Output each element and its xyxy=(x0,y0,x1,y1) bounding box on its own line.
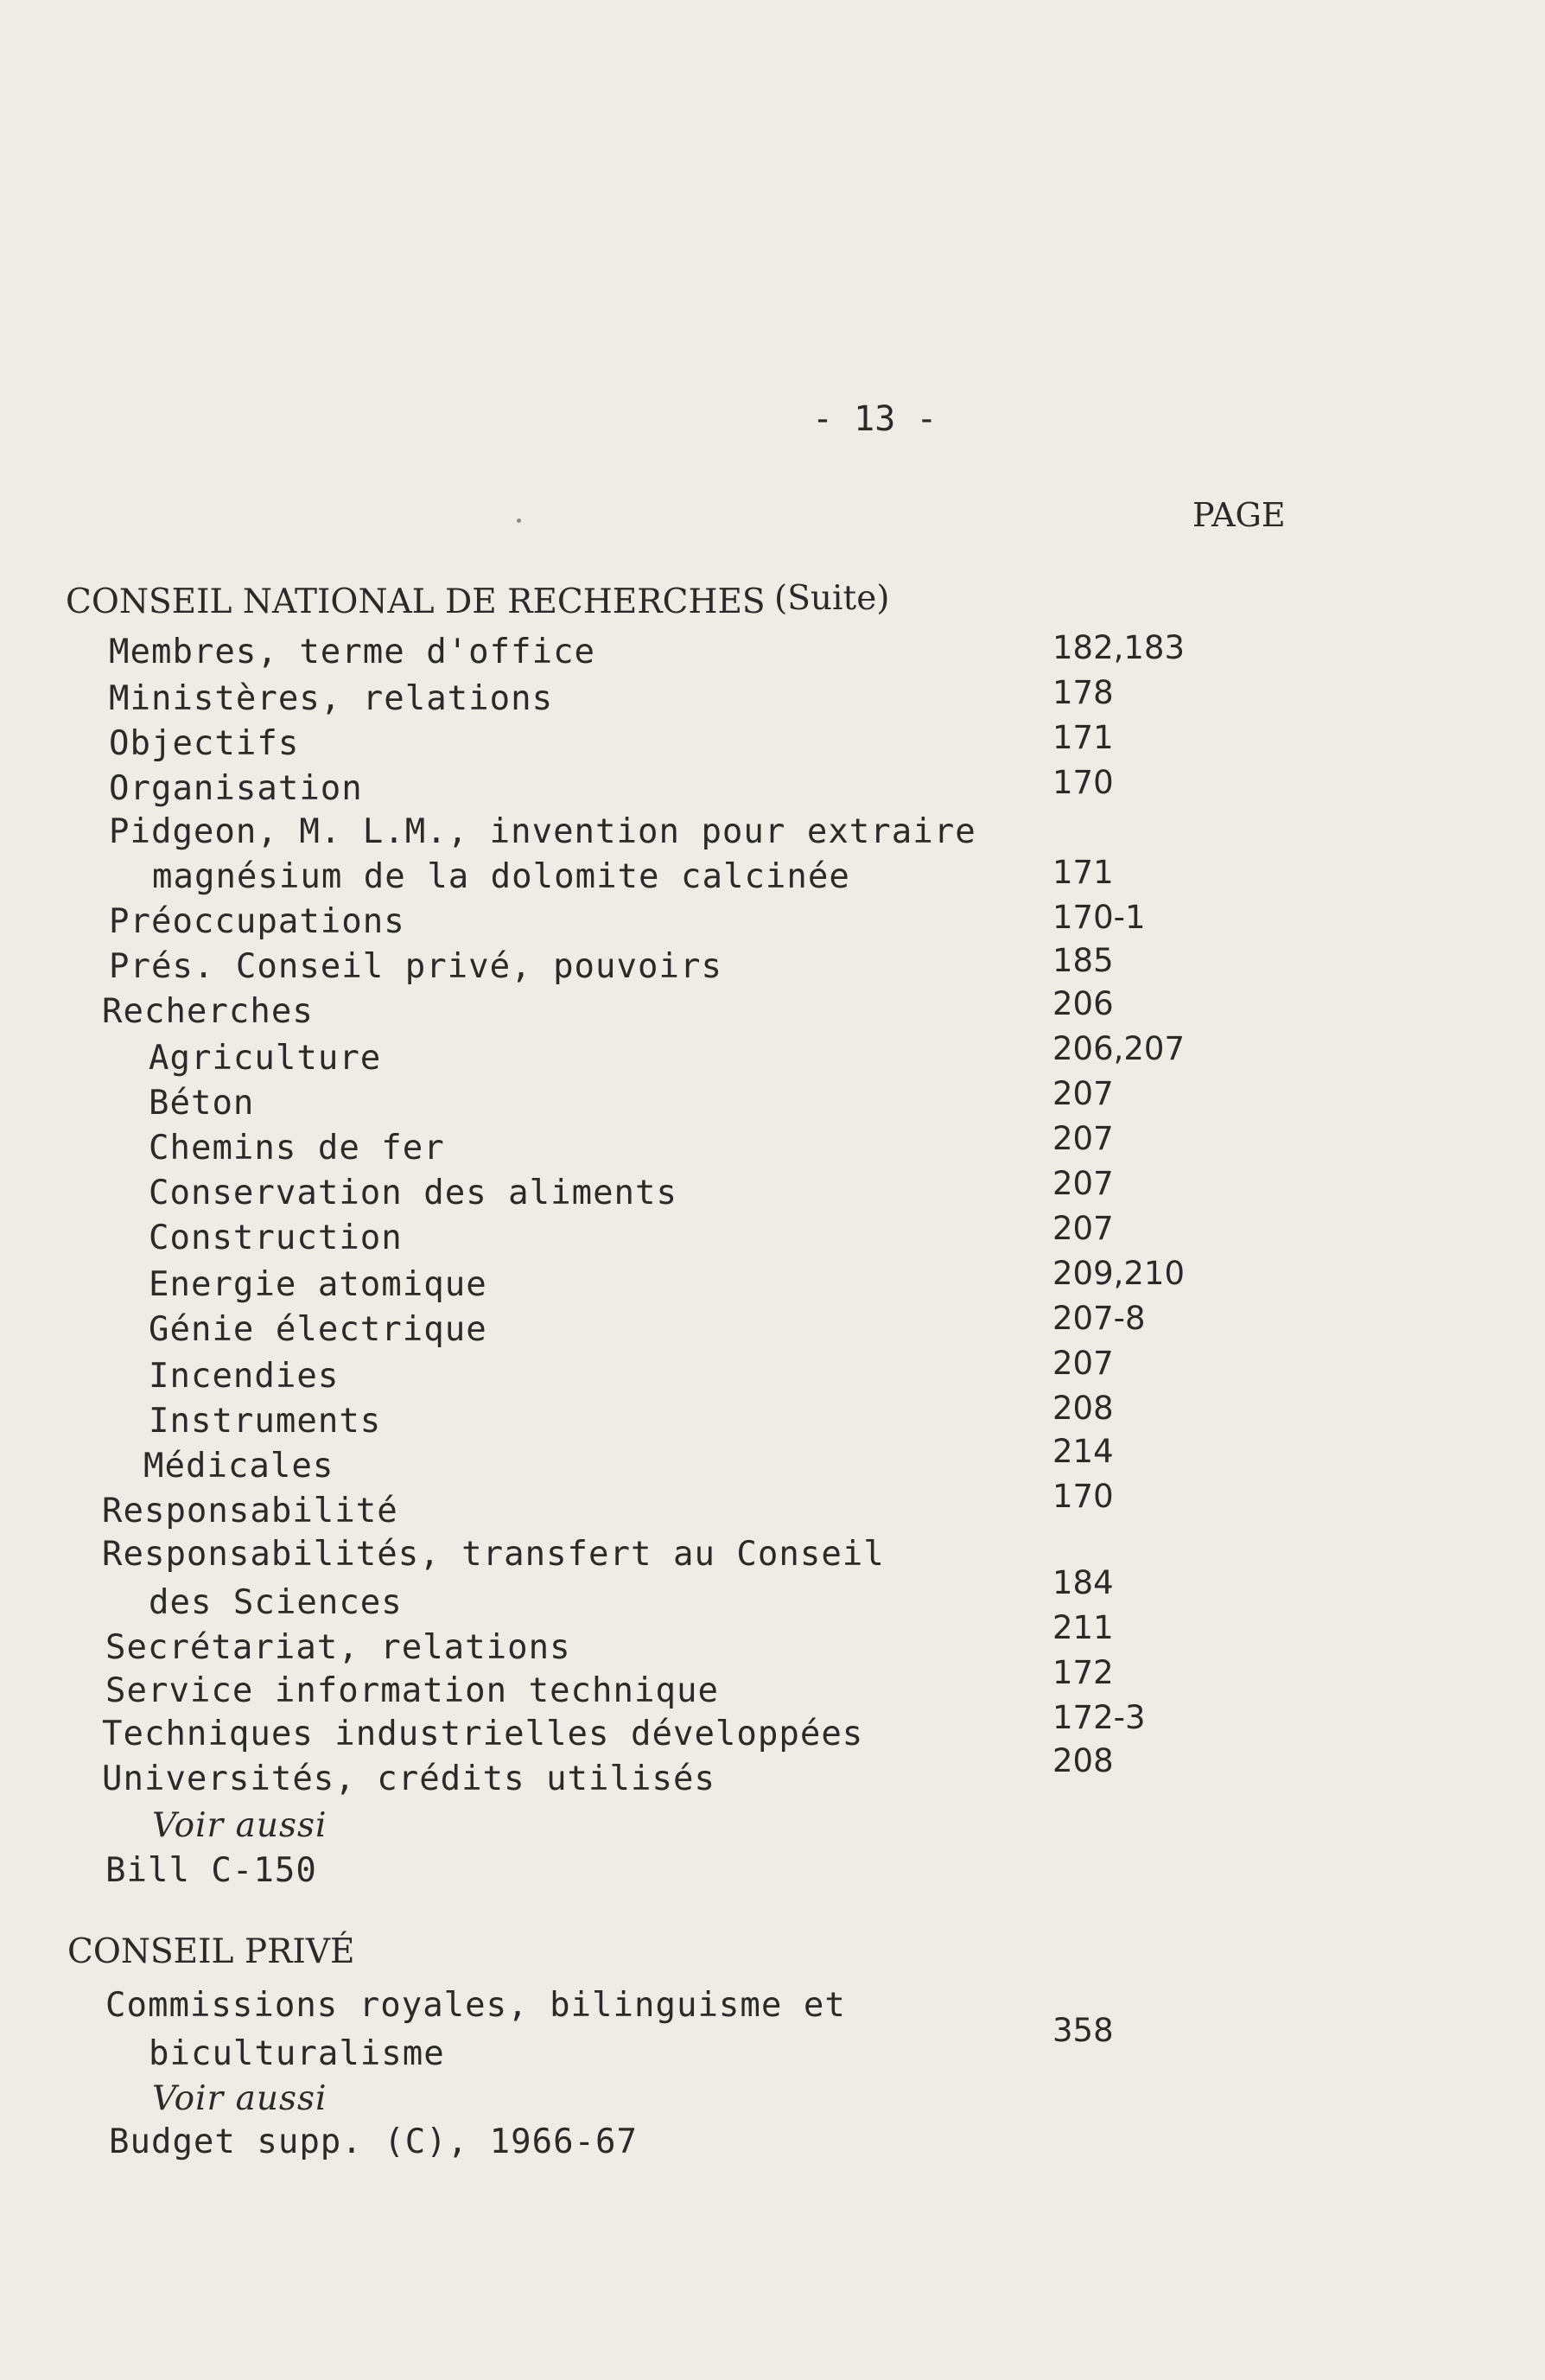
see-also-entry: Budget supp. (C), 1966-67 xyxy=(109,2122,638,2161)
index-entry: Pidgeon, M. L.M., invention pour extraire xyxy=(109,812,976,851)
page-ref: 206 xyxy=(1052,985,1114,1022)
page-ref: 206,207 xyxy=(1052,1030,1186,1067)
see-also-label: Voir aussi xyxy=(152,1806,327,1845)
index-entry: Agriculture xyxy=(149,1039,382,1078)
index-entry: Prés. Conseil privé, pouvoirs xyxy=(109,947,722,986)
see-also-entry: Bill C-150 xyxy=(105,1851,317,1890)
page-ref: 207-8 xyxy=(1052,1300,1146,1337)
index-entry: Objectifs xyxy=(109,724,300,763)
page-ref: 178 xyxy=(1052,674,1114,711)
index-entry: Construction xyxy=(149,1219,403,1257)
index-entry: des Sciences xyxy=(149,1583,403,1622)
page-column-label: PAGE xyxy=(1192,496,1286,534)
index-entry: Préoccupations xyxy=(109,902,405,941)
index-entry: Instruments xyxy=(149,1402,382,1441)
index-entry: Médicales xyxy=(143,1447,334,1486)
page-ref: 208 xyxy=(1052,1742,1114,1779)
index-entry: Béton xyxy=(149,1084,255,1123)
index-entry: Techniques industrielles développées xyxy=(102,1715,864,1753)
page-ref: 171 xyxy=(1052,854,1114,891)
page-ref: 170 xyxy=(1052,764,1114,801)
section-heading: CONSEIL NATIONAL DE RECHERCHES xyxy=(66,582,766,621)
page-ref: 207 xyxy=(1052,1075,1114,1112)
index-entry: Incendies xyxy=(149,1357,340,1396)
ink-dot xyxy=(517,519,521,523)
index-entry: Membres, terme d'office xyxy=(109,633,596,671)
page-ref: 185 xyxy=(1052,942,1114,979)
page-ref: 207 xyxy=(1052,1165,1114,1202)
index-entry: Commissions royales, bilinguisme et xyxy=(105,1986,846,2025)
index-entry: magnésium de la dolomite calcinée xyxy=(152,857,850,896)
page-ref: 207 xyxy=(1052,1120,1114,1157)
page-number: - 13 - xyxy=(812,399,938,439)
index-entry: Responsabilités, transfert au Conseil xyxy=(102,1535,885,1574)
page-ref: 207 xyxy=(1052,1345,1114,1382)
page-ref: 207 xyxy=(1052,1210,1114,1247)
index-entry: Organisation xyxy=(109,769,363,808)
page-ref: 184 xyxy=(1052,1564,1114,1601)
page-ref: 211 xyxy=(1052,1609,1114,1646)
page-ref: 209,210 xyxy=(1052,1255,1186,1292)
page-ref: 170 xyxy=(1052,1478,1114,1515)
page-ref: 172-3 xyxy=(1052,1699,1146,1736)
index-entry: Secrétariat, relations xyxy=(105,1628,571,1667)
index-entry: Chemins de fer xyxy=(149,1129,445,1168)
see-also-label: Voir aussi xyxy=(152,2079,327,2118)
index-entry: Energie atomique xyxy=(149,1265,487,1304)
section-heading-suffix: (Suite) xyxy=(774,579,890,618)
page-ref: 171 xyxy=(1052,719,1114,756)
page-ref: 214 xyxy=(1052,1433,1114,1470)
page-ref: 208 xyxy=(1052,1390,1114,1427)
index-entry: Conservation des aliments xyxy=(149,1174,677,1212)
index-entry: biculturalisme xyxy=(149,2034,445,2073)
index-entry: Recherches xyxy=(102,992,314,1031)
page-ref: 172 xyxy=(1052,1654,1114,1691)
index-entry: Responsabilité xyxy=(102,1492,398,1530)
index-entry: Service information technique xyxy=(105,1671,719,1710)
index-entry: Génie électrique xyxy=(149,1310,487,1349)
section-heading: CONSEIL PRIVÉ xyxy=(67,1932,355,1971)
page-ref: 358 xyxy=(1052,2012,1114,2049)
index-entry: Universités, crédits utilisés xyxy=(102,1760,715,1798)
index-entry: Ministères, relations xyxy=(109,679,554,718)
page-ref: 182,183 xyxy=(1052,629,1186,666)
page-ref: 170-1 xyxy=(1052,899,1146,936)
